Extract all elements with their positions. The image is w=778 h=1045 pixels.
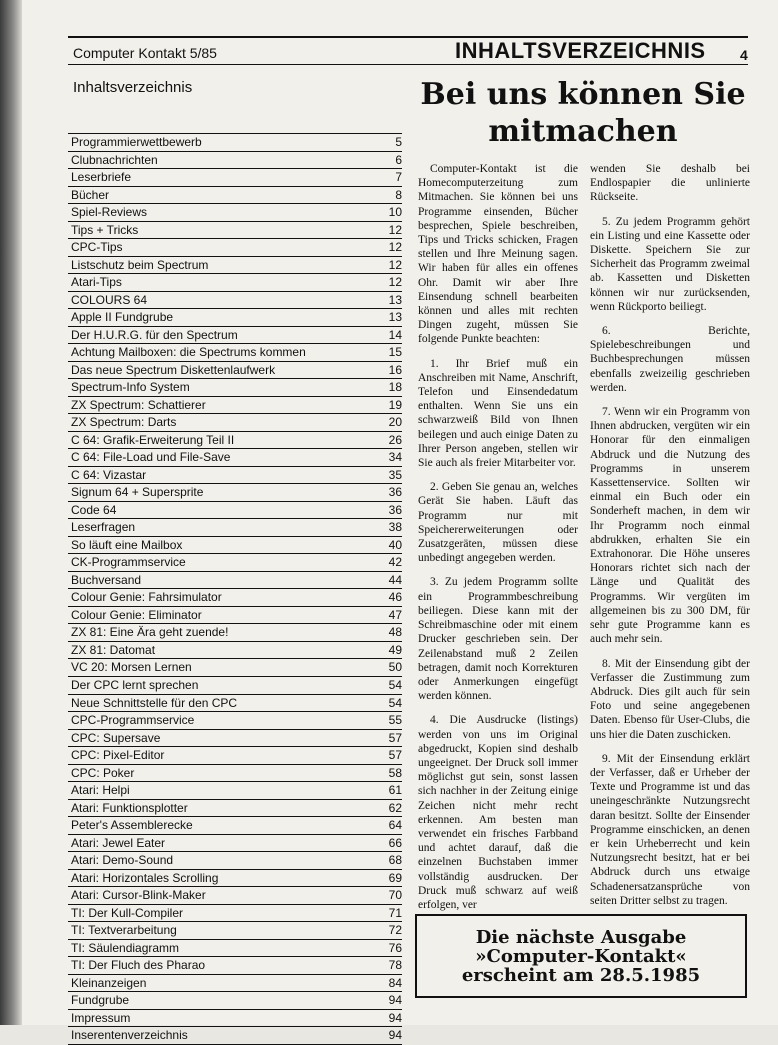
toc-entry-title: Impressum <box>71 1010 131 1025</box>
toc-entry <box>68 835 402 853</box>
toc-entry-title: ZX 81: Datomat <box>71 642 156 657</box>
toc-entry <box>68 870 402 888</box>
toc-entry-page: 13 <box>388 292 402 307</box>
toc-entry-title: CPC: Supersave <box>71 730 161 745</box>
toc-entry <box>68 134 402 152</box>
toc-entry-title: Colour Genie: Eliminator <box>71 607 202 622</box>
toc-entry-title: Der CPC lernt sprechen <box>71 677 199 692</box>
toc-entry-page: 58 <box>388 765 402 780</box>
page-number: 4 <box>740 47 748 63</box>
toc-entry-page: 61 <box>388 783 402 798</box>
header-rule <box>68 64 748 65</box>
toc-entry-page: 13 <box>388 310 402 325</box>
toc-entry <box>68 519 402 537</box>
toc-entry <box>68 187 402 205</box>
toc-entry-page: 18 <box>388 380 402 395</box>
toc-entry-title: TI: Der Kull-Compiler <box>71 905 184 920</box>
toc-entry-page: 15 <box>388 345 402 360</box>
toc-entry-page: 10 <box>388 205 402 220</box>
toc-entry <box>68 747 402 765</box>
toc-entry-title: Kleinanzeigen <box>71 975 147 990</box>
toc-entry-title: ZX Spectrum: Schattierer <box>71 397 206 412</box>
toc-entry <box>68 922 402 940</box>
toc-entry-page: 57 <box>388 748 402 763</box>
toc-entry <box>68 624 402 642</box>
toc-entry-page: 20 <box>388 415 402 430</box>
toc-entry-page: 55 <box>388 713 402 728</box>
next-issue-notice <box>415 914 747 998</box>
toc-entry-page: 94 <box>388 1028 402 1043</box>
toc-entry <box>68 309 402 327</box>
toc-entry-page: 72 <box>388 923 402 938</box>
toc-entry-page: 36 <box>388 485 402 500</box>
toc-entry <box>68 327 402 345</box>
toc-entry-title: CPC-Programmservice <box>71 713 195 728</box>
toc-entry-page: 49 <box>388 642 402 657</box>
toc-entry-page: 12 <box>388 275 402 290</box>
toc-entry-page: 44 <box>388 572 402 587</box>
toc-entry-title: Atari-Tips <box>71 275 122 290</box>
paragraph: 5. Zu jedem Programm gehört ein Listing und eine Kassette oder Diskette. Speichern Sie zur Sicherheit das Programm zweimal ab. Kassetten und Disketten können wir nur zurücksenden, wenn Rückporto beiliegt. <box>590 215 750 313</box>
notice-line-2: »Computer-Kontakt« <box>475 946 687 967</box>
toc-entry <box>68 940 402 958</box>
toc-entry-title: Clubnachrichten <box>71 152 158 167</box>
toc-entry <box>68 992 402 1010</box>
toc-entry-page: 94 <box>388 993 402 1008</box>
toc-entry-page: 94 <box>388 1010 402 1025</box>
toc-entry-title: TI: Textverarbeitung <box>71 923 177 938</box>
toc-entry-page: 57 <box>388 730 402 745</box>
toc-entry <box>68 292 402 310</box>
toc-entry-page: 62 <box>388 800 402 815</box>
toc-entry-page: 66 <box>388 835 402 850</box>
toc-entry <box>68 169 402 187</box>
toc-entry <box>68 467 402 485</box>
toc-entry-page: 68 <box>388 853 402 868</box>
toc-entry-title: ZX Spectrum: Darts <box>71 415 177 430</box>
paragraph: 2. Geben Sie genau an, welches Gerät Sie haben. Läuft das Programm nur mit Speichererweiterungen oder Zusatzgeräten, müssen diese unbedingt angegeben werden. <box>418 481 578 565</box>
toc-entry-page: 5 <box>395 135 402 149</box>
toc-entry <box>68 397 402 415</box>
toc-entry-title: Signum 64 + Supersprite <box>71 485 204 500</box>
toc-entry-page: 34 <box>388 450 402 465</box>
headline-line-1: Bei uns können Sie <box>420 77 746 112</box>
toc-entry <box>68 204 402 222</box>
toc-entry-title: Atari: Demo-Sound <box>71 853 174 868</box>
toc-entry-title: C 64: Vizastar <box>71 467 147 482</box>
toc-entry-title: Fundgrube <box>71 993 130 1008</box>
toc-entry-title: Achtung Mailboxen: die Spectrums kommen <box>71 345 306 360</box>
toc-entry <box>68 800 402 818</box>
toc-entry-page: 54 <box>388 677 402 692</box>
toc-entry-page: 36 <box>388 502 402 517</box>
toc-entry <box>68 642 402 660</box>
article-headline <box>418 76 748 150</box>
toc-entry <box>68 712 402 730</box>
toc-title: Inhaltsverzeichnis <box>73 79 193 96</box>
toc-entry-page: 40 <box>388 537 402 552</box>
notice-line-1: Die nächste Ausgabe <box>475 927 687 948</box>
paragraph: 7. Wenn wir ein Programm von Ihnen abdrucken, vergüten wir ein Honorar für den einmaligen Abdruck und die Nutzung des Programms in unserem Kassettenservice. Sollten wir einmal ein Buch oder ein Sonderheft machen, in dem wir Ihr Programm noch einmal abdrukken, erhalten Sie ein Extrahonorar. Die Höhe unseres Honorars richtet sich nach der Länge und Qualität des Programms. Wir vergüten im allgemeinen bis zu 300 DM, für sehr gute Programme kann es auch mehr sein. <box>590 406 750 646</box>
toc-entry-title: So läuft eine Mailbox <box>71 537 183 552</box>
toc-entry <box>68 765 402 783</box>
toc-entry-title: Atari: Jewel Eater <box>71 835 166 850</box>
toc-entry <box>68 537 402 555</box>
toc-entry-title: CPC: Pixel-Editor <box>71 748 165 763</box>
toc-entry-title: TI: Der Fluch des Pharao <box>71 958 206 973</box>
toc-entry-title: Spectrum-Info System <box>71 380 190 395</box>
toc-entry-page: 78 <box>388 958 402 973</box>
toc-entry-title: Programmierwettbewerb <box>71 135 202 149</box>
toc-entry-title: Tips + Tricks <box>71 222 139 237</box>
toc-entry <box>68 222 402 240</box>
toc-entry-page: 7 <box>395 170 402 185</box>
toc-entry <box>68 362 402 380</box>
toc-entry <box>68 607 402 625</box>
toc-entry-page: 46 <box>388 590 402 605</box>
toc-entry-page: 70 <box>388 888 402 903</box>
toc-entry-title: Peter's Assemblerecke <box>71 818 193 833</box>
paragraph-continuation: wenden Sie deshalb bei Endlospapier die unlinierte Rückseite. <box>590 163 750 204</box>
toc-entry-page: 54 <box>388 695 402 710</box>
toc-entry-title: Spiel-Reviews <box>71 205 148 220</box>
toc-entry <box>68 344 402 362</box>
toc-entry-page: 84 <box>388 975 402 990</box>
toc-entry-page: 48 <box>388 625 402 640</box>
toc-entry <box>68 852 402 870</box>
toc-entry <box>68 887 402 905</box>
issue-label: Computer Kontakt 5/85 <box>73 45 217 61</box>
toc-entry-title: Atari: Horizontales Scrolling <box>71 870 219 885</box>
toc-entry <box>68 449 402 467</box>
paragraph: 3. Zu jedem Programm sollte ein Programmbeschreibung beiliegen. Diese kann mit der Schreibmaschine oder mit einem Drucker geschrieben sein. Der Zeilenabstand muß 2 Zeilen betragen, damit noch Korrekturen oder Anmerkungen eingefügt werden können. <box>418 576 578 703</box>
toc-entry <box>68 659 402 677</box>
toc-entry-page: 6 <box>395 152 402 167</box>
toc-entry-page: 71 <box>388 905 402 920</box>
toc-entry-page: 8 <box>395 187 402 202</box>
toc-entry <box>68 677 402 695</box>
toc-entry <box>68 239 402 257</box>
toc-entry-page: 64 <box>388 818 402 833</box>
paragraph: Computer-Kontakt ist die Homecomputerzeitung zum Mitmachen. Sie können bei uns Programme einsenden, Bücher besprechen, Spiele beschreiben, Tips und Tricks schicken, Fragen stellen und Ihre Meinung sagen. Wir haben für alles ein offenes Ohr. Damit wir aber Ihre Einsendung schnell bearbeiten können und alles mit rechten Dingen zugeht, müssen Sie folgende Punkte beachten: <box>418 163 578 346</box>
toc-entry-page: 26 <box>388 432 402 447</box>
toc-entry-page: 38 <box>388 520 402 535</box>
toc-entry-title: VC 20: Morsen Lernen <box>71 660 192 675</box>
toc-entry <box>68 502 402 520</box>
toc-entry-title: Atari: Helpi <box>71 783 130 798</box>
toc-entry <box>68 782 402 800</box>
toc-entry-title: CK-Programmservice <box>71 555 186 570</box>
notice-line-3: erscheint am 28.5.1985 <box>461 965 701 986</box>
toc-entry-title: ZX 81: Eine Ära geht zuende! <box>71 625 229 640</box>
toc-entry-title: C 64: Grafik-Erweiterung Teil II <box>71 432 235 447</box>
toc-entry-title: Inserentenverzeichnis <box>71 1028 188 1043</box>
toc-entry <box>68 905 402 923</box>
toc-entry-page: 16 <box>388 362 402 377</box>
toc-entry-title: CPC: Poker <box>71 765 135 780</box>
toc-list <box>68 133 402 1045</box>
toc-entry-title: COLOURS 64 <box>71 292 148 307</box>
paragraph: 9. Mit der Einsendung erklärt der Verfasser, daß er Urheber der Texte und Programme ist und das uneingeschränkte Nutzungsrecht daran besitzt. Sollte der Einsender Programme einschicken, an denen er kein Urheberrecht und kein Nutzungsrecht besitzt, hat er bei Abdruck durch uns etwaige Schadenersatzansprüche von seiten Dritter selbst zu tragen. <box>590 752 750 907</box>
toc-entry-page: 50 <box>388 660 402 675</box>
toc-entry <box>68 152 402 170</box>
toc-entry <box>68 414 402 432</box>
toc-entry <box>68 957 402 975</box>
toc-entry-title: Atari: Funktionsplotter <box>71 800 188 815</box>
toc-entry-title: Neue Schnittstelle für den CPC <box>71 695 238 710</box>
paragraph: 1. Ihr Brief muß ein Anschreiben mit Name, Anschrift, Telefon und Einsendedatum enthalten. Wenn Sie uns ein schwarzweiß Bild von Ihnen beilegen und auch einige Daten zu Ihrer Person angeben, stellen wir Sie auch als freier Mitarbeiter vor. <box>418 357 578 470</box>
toc-entry <box>68 730 402 748</box>
article-column-2 <box>590 162 750 918</box>
toc-entry-title: Apple II Fundgrube <box>71 310 174 325</box>
toc-entry-page: 42 <box>388 555 402 570</box>
toc-entry-page: 12 <box>388 257 402 272</box>
toc-entry <box>68 572 402 590</box>
toc-entry-page: 12 <box>388 222 402 237</box>
toc-entry-title: Listschutz beim Spectrum <box>71 257 209 272</box>
toc-entry <box>68 817 402 835</box>
toc-entry-title: Bücher <box>71 187 110 202</box>
toc-entry <box>68 589 402 607</box>
toc-entry-title: Code 64 <box>71 502 117 517</box>
toc-entry-title: Der H.U.R.G. für den Spectrum <box>71 327 238 342</box>
page-binding-shadow <box>0 0 22 1025</box>
toc-entry-title: CPC-Tips <box>71 240 123 255</box>
paragraph: 8. Mit der Einsendung gibt der Verfasser die Zustimmung zum Abdruck. Dies gilt auch für sein Foto und seine angegebenen Daten. Ebenso für User-Clubs, die uns hier die Daten zuschicken. <box>590 657 750 741</box>
toc-entry-title: Atari: Cursor-Blink-Maker <box>71 888 206 903</box>
paragraph: 6. Berichte, Spielebeschreibungen und Buchbesprechungen müssen ebenfalls zweizeilig geschrieben werden. <box>590 325 750 394</box>
article-column-1 <box>418 162 578 922</box>
toc-entry-title: Colour Genie: Fahrsimulator <box>71 590 222 605</box>
toc-entry-page: 76 <box>388 940 402 955</box>
toc-entry-page: 69 <box>388 870 402 885</box>
section-title: INHALTSVERZEICHNIS <box>455 38 706 63</box>
toc-entry-page: 12 <box>388 240 402 255</box>
toc-entry-page: 19 <box>388 397 402 412</box>
headline-line-2: mitmachen <box>488 114 678 149</box>
toc-entry <box>68 695 402 713</box>
toc-entry <box>68 975 402 993</box>
toc-entry-page: 47 <box>388 607 402 622</box>
paragraph: 4. Die Ausdrucke (listings) werden von uns im Original abgedruckt, Kopien sind deshalb ungeeignet. Der Druck soll immer möglichst gut sein, sonst lassen sich nachher in der Zeitung einige Zeichen nicht mehr recht erkennen. Am besten man verwendet ein frisches Farbband und achtet darauf, daß die einzelnen Buchstaben immer vollständig ausdrucken. Der Druck muß schwarz auf weiß erfolgen, ver <box>418 714 578 911</box>
toc-entry-title: Das neue Spectrum Diskettenlaufwerk <box>71 362 276 377</box>
toc-entry-page: 35 <box>388 467 402 482</box>
toc-entry <box>68 379 402 397</box>
toc-entry-title: TI: Säulendiagramm <box>71 940 180 955</box>
toc-entry-title: Buchversand <box>71 572 142 587</box>
toc-entry <box>68 554 402 572</box>
toc-entry <box>68 484 402 502</box>
toc-entry-page: 14 <box>388 327 402 342</box>
toc-entry-title: Leserfragen <box>71 520 136 535</box>
toc-entry <box>68 1027 402 1045</box>
toc-entry <box>68 274 402 292</box>
toc-entry-title: C 64: File-Load und File-Save <box>71 450 231 465</box>
toc-entry <box>68 257 402 275</box>
toc-entry <box>68 432 402 450</box>
toc-entry-title: Leserbriefe <box>71 170 132 185</box>
